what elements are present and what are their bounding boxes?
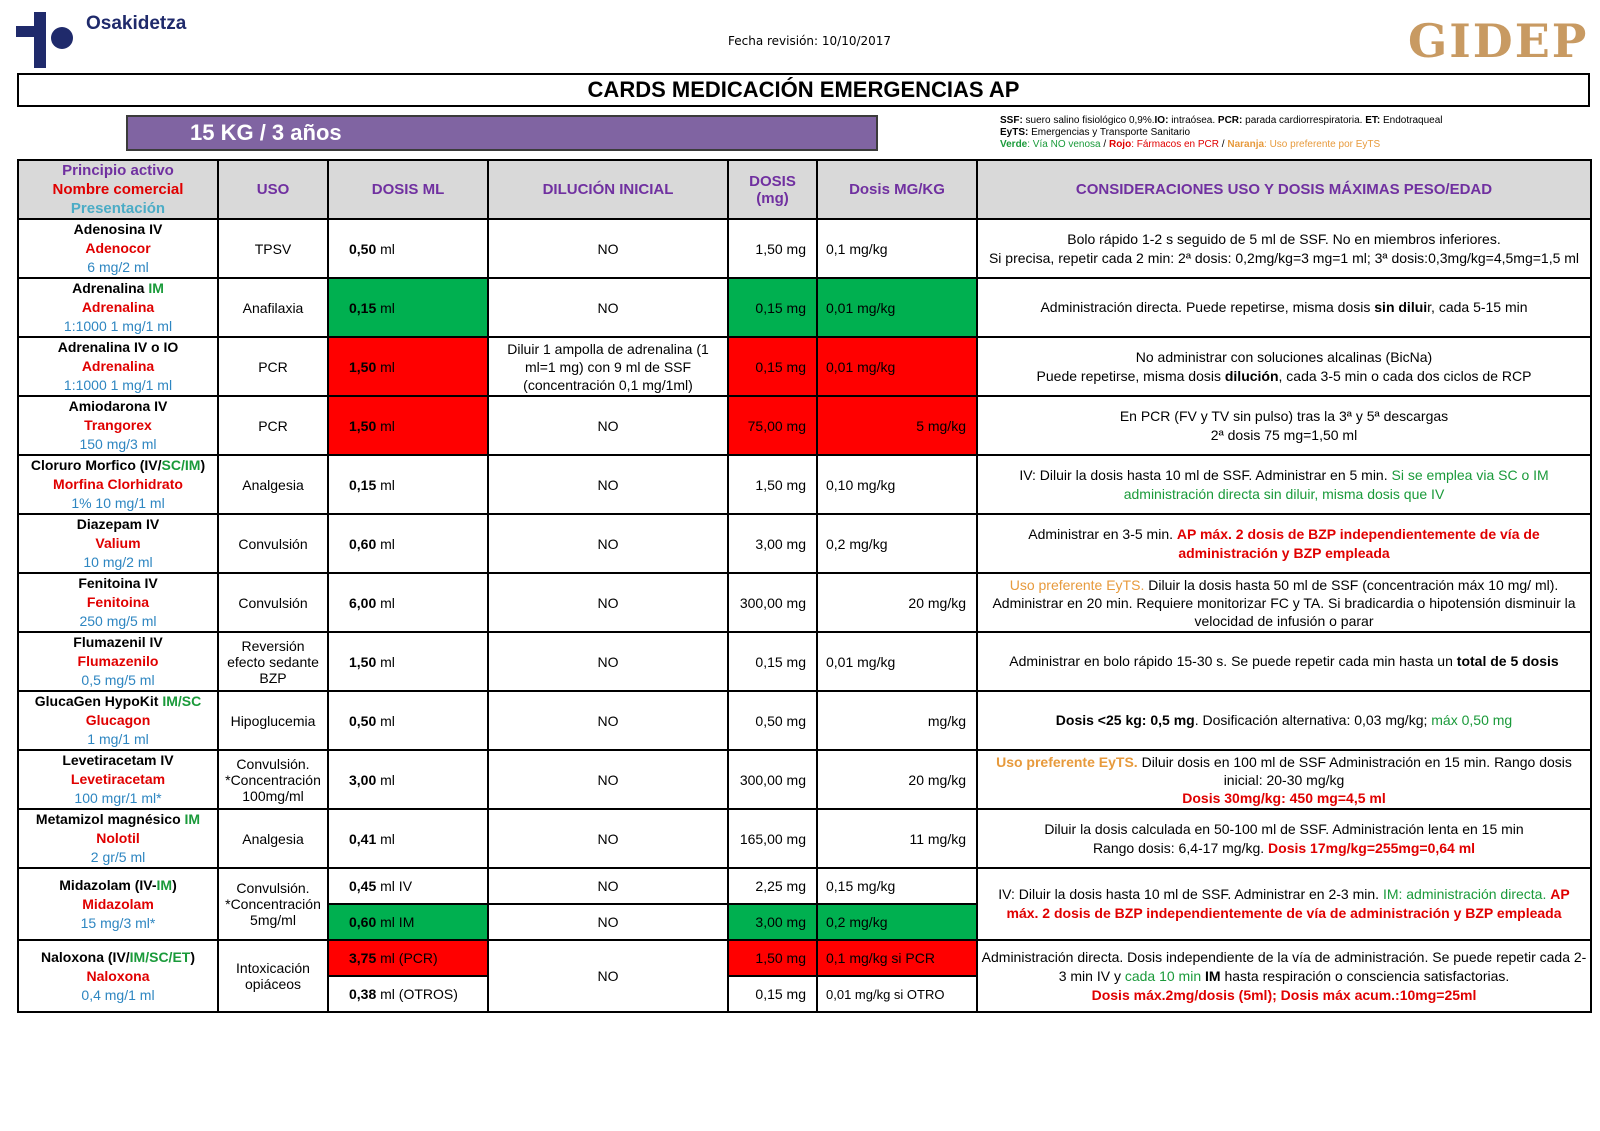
revision-date: Fecha revisión: 10/10/2017 bbox=[728, 34, 892, 48]
dosis-ml-cell: 0,15 ml bbox=[328, 455, 488, 514]
mgkg-cell: 0,1 mg/kg bbox=[817, 219, 977, 278]
uso-cell: Convulsión bbox=[218, 514, 328, 573]
table-row bbox=[18, 337, 1591, 396]
consideraciones-cell: Bolo rápido 1-2 s seguido de 5 ml de SSF. No en miembros inferiores. Si precisa, repetir cada 2 min: 2ª dosis: 0,2mg/kg=3 mg=1 ml; 3ª dosis:0,3mg/kg=4,5mg=1,5 ml bbox=[977, 219, 1591, 278]
col-uso: USO bbox=[218, 160, 328, 219]
dosis-ml-cell: 1,50 ml bbox=[328, 396, 488, 455]
dosis-mg-cell: 75,00 mg bbox=[728, 396, 817, 455]
drug-cell: Adenosina IV Adenocor 6 mg/2 ml bbox=[18, 219, 218, 278]
consideraciones-cell: En PCR (FV y TV sin pulso) tras la 3ª y 5ª descargas 2ª dosis 75 mg=1,50 ml bbox=[977, 396, 1591, 455]
drug-cell: Flumazenil IV Flumazenilo 0,5 mg/5 ml bbox=[18, 632, 218, 691]
dosis-mg-cell: 165,00 mg bbox=[728, 809, 817, 868]
mgkg-cell: 0,2 mg/kg bbox=[817, 904, 977, 940]
dilucion-cell: NO bbox=[488, 750, 728, 809]
consideraciones-cell: Administrar en bolo rápido 15-30 s. Se puede repetir cada min hasta un total de 5 dosis bbox=[977, 632, 1591, 691]
col-dosis-mg: DOSIS (mg) bbox=[728, 160, 817, 219]
table-row bbox=[18, 573, 1591, 632]
dosis-mg-cell: 0,15 mg bbox=[728, 976, 817, 1012]
dosis-mg-cell: 300,00 mg bbox=[728, 573, 817, 632]
dosis-ml-cell: 0,50 ml bbox=[328, 691, 488, 750]
drug-cell: Midazolam (IV-IM) Midazolam 15 mg/3 ml* bbox=[18, 868, 218, 940]
weight-banner: 15 KG / 3 años bbox=[126, 115, 878, 151]
mgkg-cell: 0,2 mg/kg bbox=[817, 514, 977, 573]
col-dosis-ml: DOSIS ML bbox=[328, 160, 488, 219]
dilucion-cell: NO bbox=[488, 219, 728, 278]
consideraciones-cell: Administrar en 3-5 min. AP máx. 2 dosis de BZP independientemente de vía de administración y BZP empleada bbox=[977, 514, 1591, 573]
drug-cell: Adrenalina IM Adrenalina 1:1000 1 mg/1 ml bbox=[18, 278, 218, 337]
dosis-ml-cell: 3,75 ml (PCR) bbox=[328, 940, 488, 976]
dosis-ml-cell: 1,50 ml bbox=[328, 337, 488, 396]
uso-cell: Convulsión bbox=[218, 573, 328, 632]
mgkg-cell: 5 mg/kg bbox=[817, 396, 977, 455]
mgkg-cell: 0,1 mg/kg si PCR bbox=[817, 940, 977, 976]
consideraciones-cell: IV: Diluir la dosis hasta 10 ml de SSF. Administrar en 2-3 min. IM: administración directa. AP máx. 2 dosis de BZP independientemente de vía de administración y BZP empleada bbox=[977, 868, 1591, 940]
consideraciones-cell: Dosis <25 kg: 0,5 mg. Dosificación alternativa: 0,03 mg/kg; máx 0,50 mg bbox=[977, 691, 1591, 750]
drug-cell: Adrenalina IV o IO Adrenalina 1:1000 1 mg/1 ml bbox=[18, 337, 218, 396]
col-dilucion: DILUCIÓN INICIAL bbox=[488, 160, 728, 219]
medication-table bbox=[17, 159, 1592, 1013]
drug-cell: Diazepam IV Valium 10 mg/2 ml bbox=[18, 514, 218, 573]
mgkg-cell: 0,15 mg/kg bbox=[817, 868, 977, 904]
drug-cell: Naloxona (IV/IM/SC/ET) Naloxona 0,4 mg/1 ml bbox=[18, 940, 218, 1012]
dosis-ml-cell: 0,50 ml bbox=[328, 219, 488, 278]
table-row bbox=[18, 514, 1591, 573]
dosis-ml-cell: 0,60 ml bbox=[328, 514, 488, 573]
dosis-mg-cell: 1,50 mg bbox=[728, 940, 817, 976]
dosis-ml-cell: 1,50 ml bbox=[328, 632, 488, 691]
consideraciones-cell: Administración directa. Puede repetirse, misma dosis sin diluir, cada 5-15 min bbox=[977, 278, 1591, 337]
dosis-ml-cell: 3,00 ml bbox=[328, 750, 488, 809]
mgkg-cell: 0,01 mg/kg bbox=[817, 632, 977, 691]
col-consideraciones: CONSIDERACIONES USO Y DOSIS MÁXIMAS PESO/EDAD bbox=[977, 160, 1591, 219]
dosis-ml-cell: 0,45 ml IV bbox=[328, 868, 488, 904]
uso-cell: Anafilaxia bbox=[218, 278, 328, 337]
dosis-mg-cell: 0,15 mg bbox=[728, 632, 817, 691]
dosis-mg-cell: 0,15 mg bbox=[728, 278, 817, 337]
dosis-ml-cell: 0,41 ml bbox=[328, 809, 488, 868]
dilucion-cell: NO bbox=[488, 904, 728, 940]
logo-text: Osakidetza bbox=[86, 13, 187, 34]
dosis-mg-cell: 3,00 mg bbox=[728, 904, 817, 940]
table-row bbox=[18, 396, 1591, 455]
consideraciones-cell: Uso preferente EyTS. Diluir dosis en 100 ml de SSF Administración en 15 min. Rango dosis inicial: 20-30 mg/kg Dosis 30mg/kg: 450 mg=4,5 ml bbox=[977, 750, 1591, 809]
dosis-mg-cell: 1,50 mg bbox=[728, 219, 817, 278]
table-row bbox=[18, 809, 1591, 868]
dosis-ml-cell: 0,38 ml (OTROS) bbox=[328, 976, 488, 1012]
legend: SSF: suero salino fisiológico 0,9%.IO: intraósea. PCR: parada cardiorrespiratoria. ET: Endotraqueal EyTS: Emergencias y Transporte Sanitario Verde: Vía NO venosa / Rojo: Fármacos en PCR / Naranja: Uso preferente por EyTS bbox=[1000, 115, 1443, 150]
dilucion-cell: NO bbox=[488, 940, 728, 1012]
table-row bbox=[18, 219, 1591, 278]
uso-cell: Reversión efecto sedante BZP bbox=[218, 632, 328, 691]
dosis-ml-cell: 6,00 ml bbox=[328, 573, 488, 632]
drug-cell: Fenitoina IV Fenitoina 250 mg/5 ml bbox=[18, 573, 218, 632]
dosis-mg-cell: 2,25 mg bbox=[728, 868, 817, 904]
dilucion-cell: NO bbox=[488, 691, 728, 750]
drug-cell: Amiodarona IV Trangorex 150 mg/3 ml bbox=[18, 396, 218, 455]
mgkg-cell: 20 mg/kg bbox=[817, 573, 977, 632]
dilucion-cell: NO bbox=[488, 632, 728, 691]
consideraciones-cell: Diluir la dosis calculada en 50-100 ml de SSF. Administración lenta en 15 min Rango dosis: 6,4-17 mg/kg. Dosis 17mg/kg=255mg=0,64 ml bbox=[977, 809, 1591, 868]
uso-cell: PCR bbox=[218, 337, 328, 396]
dosis-mg-cell: 300,00 mg bbox=[728, 750, 817, 809]
uso-cell: Analgesia bbox=[218, 455, 328, 514]
consideraciones-cell: Administración directa. Dosis independiente de la vía de administración. Se puede repetir cada 2-3 min IV y cada 10 min IM hasta respiración o consciencia satisfactorias. Dosis máx.2mg/dosis (5ml); Dosis máx acum.:10mg=25ml bbox=[977, 940, 1591, 1012]
dosis-ml-cell: 0,15 ml bbox=[328, 278, 488, 337]
gidep-logo: GIDEP bbox=[1408, 14, 1589, 68]
mgkg-cell: mg/kg bbox=[817, 691, 977, 750]
dilucion-cell: NO bbox=[488, 396, 728, 455]
drug-cell: GlucaGen HypoKit IM/SC Glucagon 1 mg/1 ml bbox=[18, 691, 218, 750]
dilucion-cell: NO bbox=[488, 573, 728, 632]
mgkg-cell: 0,10 mg/kg bbox=[817, 455, 977, 514]
uso-cell: TPSV bbox=[218, 219, 328, 278]
drug-cell: Metamizol magnésico IM Nolotil 2 gr/5 ml bbox=[18, 809, 218, 868]
table-row bbox=[18, 632, 1591, 691]
table-row bbox=[18, 455, 1591, 514]
uso-cell: Intoxicación opiáceos bbox=[218, 940, 328, 1012]
dilucion-cell: NO bbox=[488, 514, 728, 573]
dilucion-cell: NO bbox=[488, 868, 728, 904]
mgkg-cell: 0,01 mg/kg bbox=[817, 337, 977, 396]
dosis-ml-cell: 0,60 ml IM bbox=[328, 904, 488, 940]
dilucion-cell: NO bbox=[488, 809, 728, 868]
table-row bbox=[18, 750, 1591, 809]
page-title: CARDS MEDICACIÓN EMERGENCIAS AP bbox=[17, 73, 1590, 107]
drug-cell: Levetiracetam IV Levetiracetam 100 mgr/1 ml* bbox=[18, 750, 218, 809]
dilucion-cell: NO bbox=[488, 278, 728, 337]
dosis-mg-cell: 0,50 mg bbox=[728, 691, 817, 750]
mgkg-cell: 0,01 mg/kg bbox=[817, 278, 977, 337]
uso-cell: Hipoglucemia bbox=[218, 691, 328, 750]
mgkg-cell: 20 mg/kg bbox=[817, 750, 977, 809]
table-row bbox=[18, 278, 1591, 337]
dosis-mg-cell: 3,00 mg bbox=[728, 514, 817, 573]
consideraciones-cell: IV: Diluir la dosis hasta 10 ml de SSF. Administrar en 5 min. Si se emplea via SC o IM administración directa sin diluir, misma dosis que IV bbox=[977, 455, 1591, 514]
dosis-mg-cell: 1,50 mg bbox=[728, 455, 817, 514]
col-mgkg: Dosis MG/KG bbox=[817, 160, 977, 219]
col-drug: Principio activo Nombre comercial Presentación bbox=[18, 160, 218, 219]
table-row bbox=[18, 691, 1591, 750]
uso-cell: PCR bbox=[218, 396, 328, 455]
uso-cell: Analgesia bbox=[218, 809, 328, 868]
dilucion-cell: NO bbox=[488, 455, 728, 514]
dilucion-cell: Diluir 1 ampolla de adrenalina (1 ml=1 mg) con 9 ml de SSF (concentración 0,1 mg/1ml) bbox=[488, 337, 728, 396]
consideraciones-cell: No administrar con soluciones alcalinas (BicNa) Puede repetirse, misma dosis dilución, cada 3-5 min o cada dos ciclos de RCP bbox=[977, 337, 1591, 396]
table-row bbox=[18, 940, 1591, 976]
mgkg-cell: 0,01 mg/kg si OTRO bbox=[817, 976, 977, 1012]
drug-cell: Cloruro Morfico (IV/SC/IM) Morfina Clorhidrato 1% 10 mg/1 ml bbox=[18, 455, 218, 514]
table-header bbox=[18, 160, 1591, 219]
table-row bbox=[18, 868, 1591, 904]
uso-cell: Convulsión. *Concentración 5mg/ml bbox=[218, 868, 328, 940]
mgkg-cell: 11 mg/kg bbox=[817, 809, 977, 868]
consideraciones-cell: Uso preferente EyTS. Diluir la dosis hasta 50 ml de SSF (concentración máx 10 mg/ ml). Administrar en 20 min. Requiere monitorizar FC y TA. Si bradicardia o hipotensión disminuir la velocidad de infusión o parar bbox=[977, 573, 1591, 632]
uso-cell: Convulsión. *Concentración 100mg/ml bbox=[218, 750, 328, 809]
dosis-mg-cell: 0,15 mg bbox=[728, 337, 817, 396]
